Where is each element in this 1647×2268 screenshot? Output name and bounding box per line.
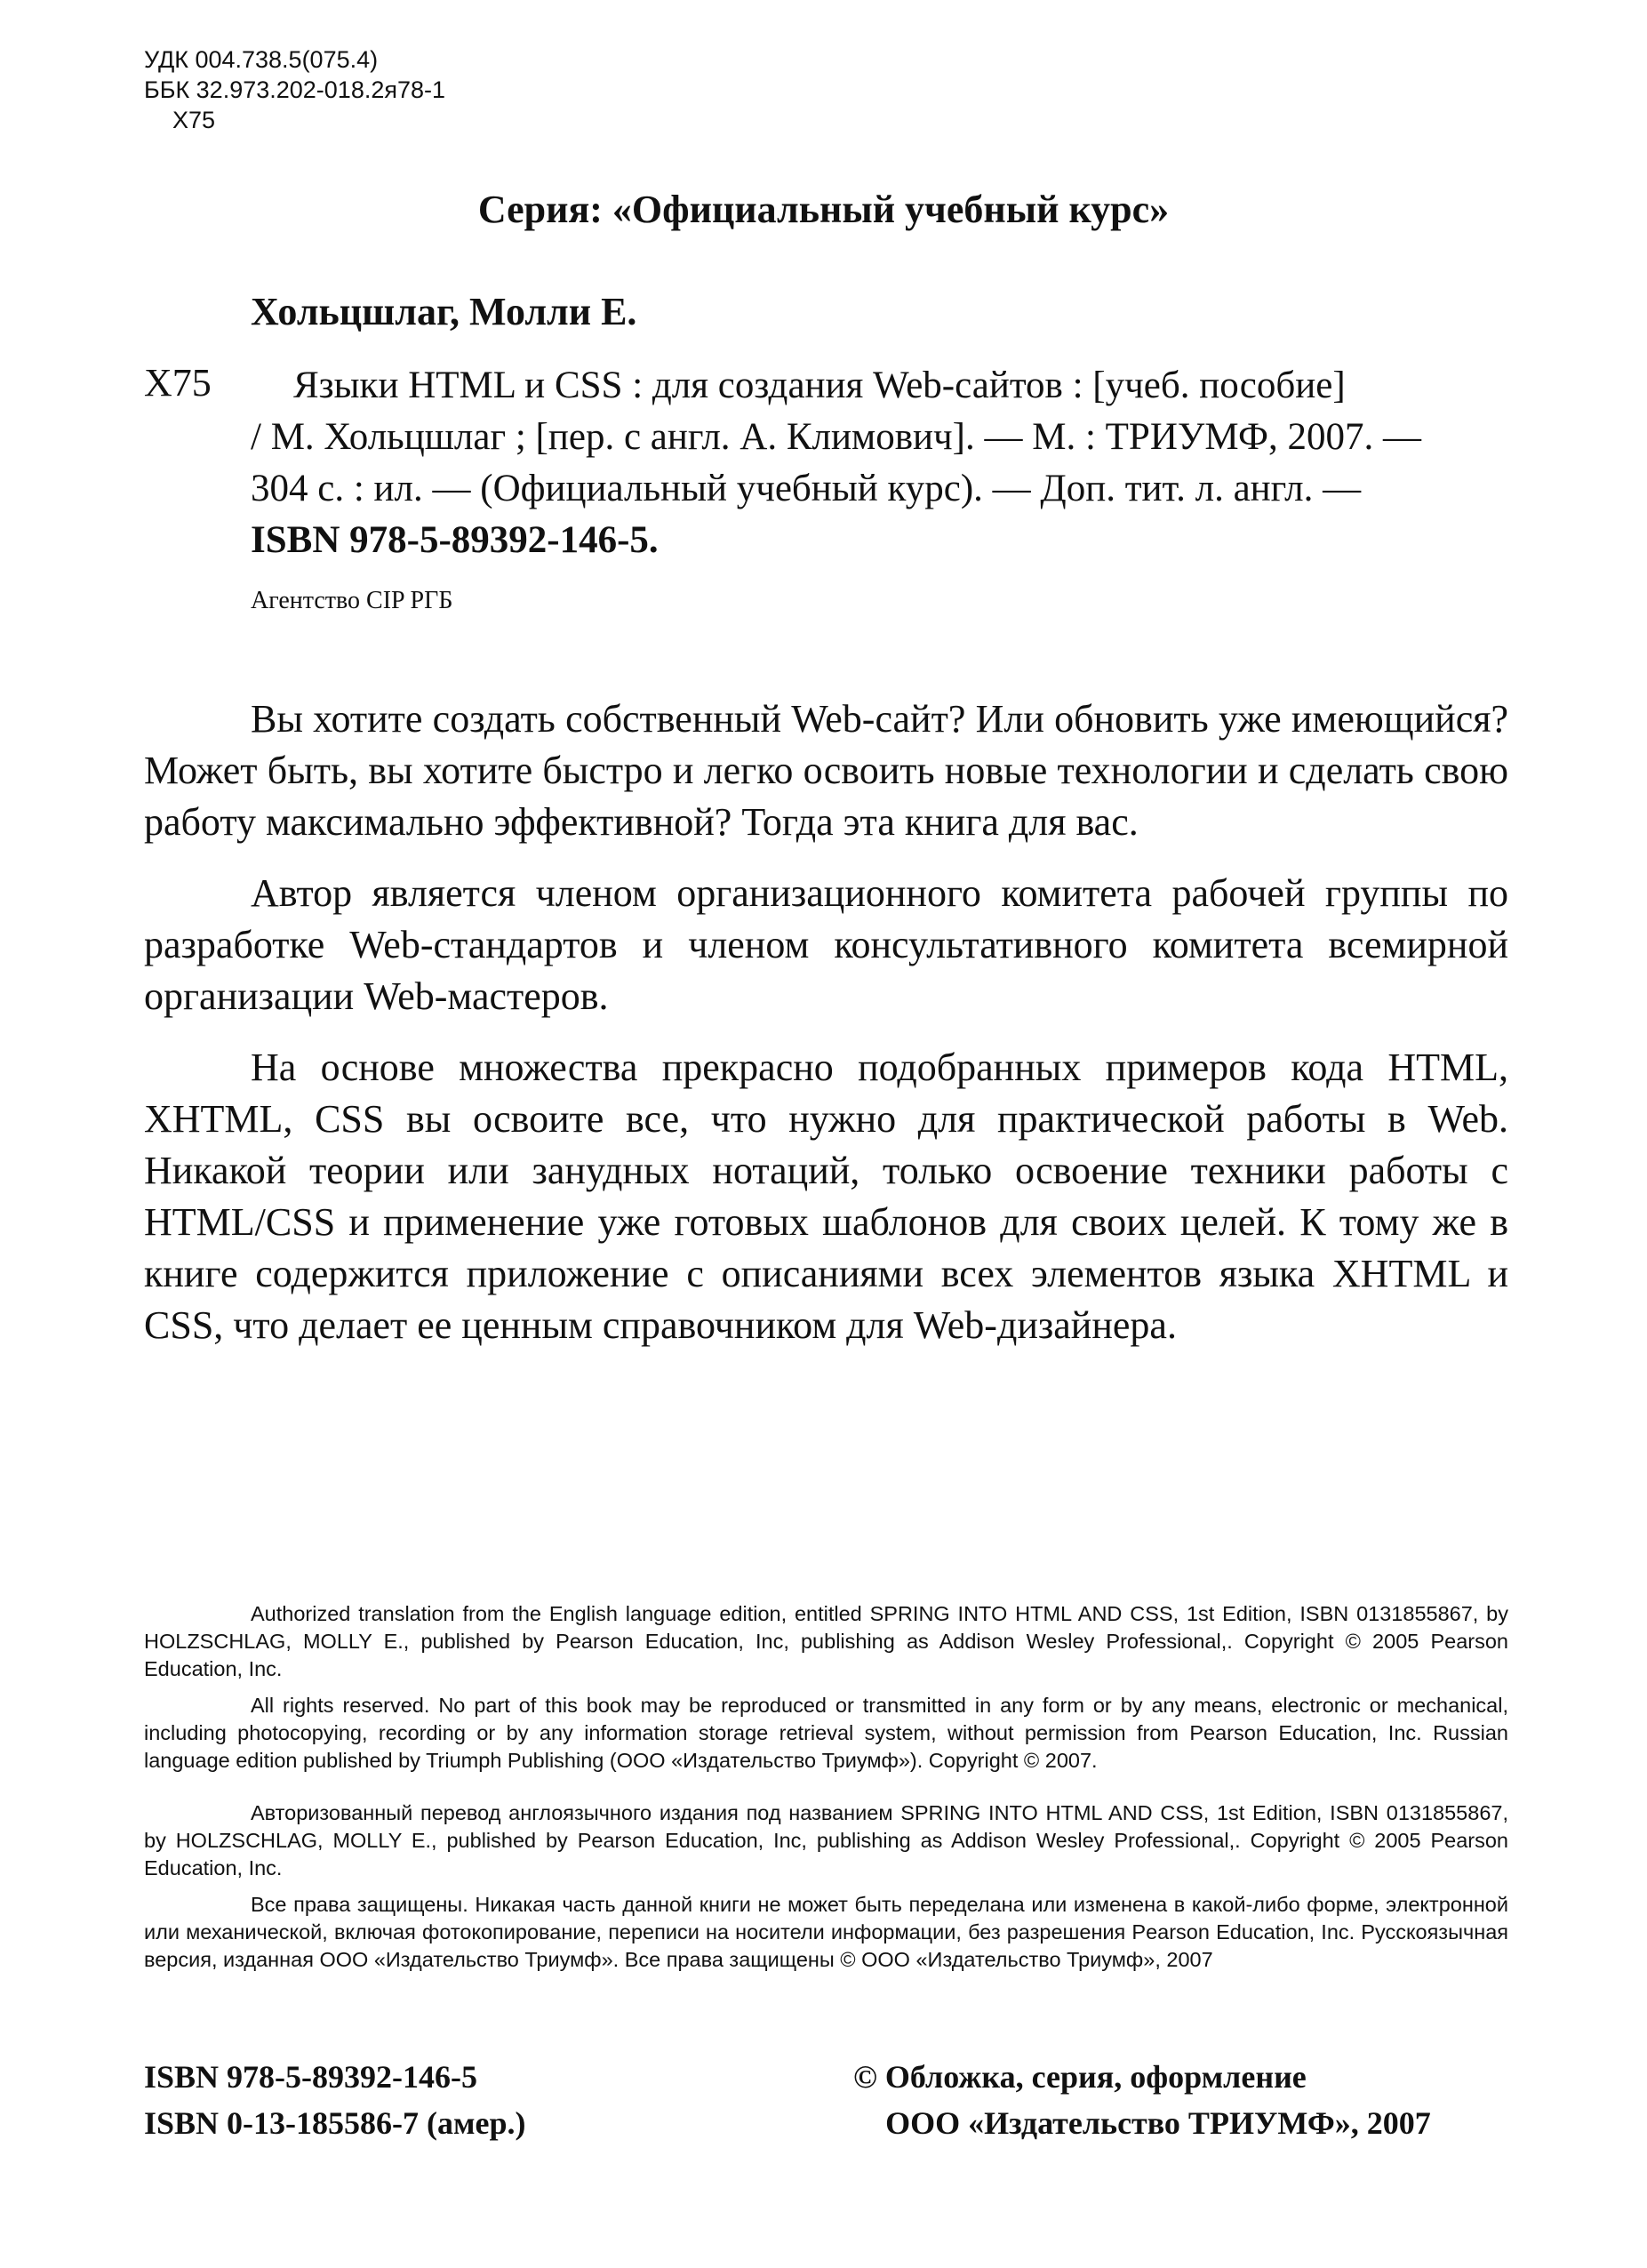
library-codes — [144, 44, 445, 135]
legal-en-translation: Authorized translation from the English language edition, entitled SPRING INTO HTML AND CSS, 1st Edition, ISBN 0131855867, by HOLZSCHLAG, MOLLY E., published by Pearson Education, Inc, publishing as Addison Wesley Professional,. Copyright © 2005 Pearson Education, Inc. — [144, 1602, 1508, 1680]
entry-line-3: 304 с. : ил. — (Официальный учебный курс). — Доп. тит. л. англ. — — [251, 468, 1362, 509]
isbn-block — [144, 2054, 526, 2146]
abstract-paragraph-3: На основе множества прекрасно подобранных примеров кода HTML, XHTML, CSS вы освоите все, что нужно для практической работы в Web. Никакой теории или занудных нотаций, только освоение техники работы с HTML/CSS и применение уже готовых шаблонов для своих целей. К тому же в книге содержится приложение с описаниями всех элементов языка XHTML и CSS, что делает ее ценным справочником для Web-дизайнера. — [144, 1046, 1508, 1347]
author-mark: Х75 — [172, 107, 216, 133]
copyright-line-2: ООО «Издательство ТРИУМФ», 2007 — [885, 2105, 1431, 2141]
entry-isbn: ISBN 978-5-89392-146-5. — [251, 519, 659, 561]
abstract-paragraph-2: Автор является членом организационного комитета рабочей группы по разработке Web-стандартов и членом консультативного комитета всемирной организации Web-мастеров. — [144, 871, 1508, 1018]
isbn-russian: ISBN 978-5-89392-146-5 — [144, 2059, 477, 2095]
author-name: Хольцшлаг, Молли Е. — [251, 290, 637, 333]
abstract — [144, 693, 1508, 1371]
entry-line-1: Языки HTML и CSS : для создания Web-сайтов : [учеб. пособие] — [293, 365, 1346, 406]
bibliographic-entry — [251, 360, 1513, 566]
abstract-paragraph-1: Вы хотите создать собственный Web-сайт? Или обновить уже имеющийся? Может быть, вы хотите быстро и легко освоить новые технологии и сделать свою работу максимально эффективной? Тогда эта книга для вас. — [144, 697, 1508, 844]
legal-ru-rights: Все права защищены. Никакая часть данной книги не может быть переделана или изменена в какой-либо форме, электронной или механической, включая фотокопирование, переписи на носители информации, без разрешения Pearson Education, Inc. Русскоязычная версия, изданная ООО «Издательство Триумф». Все права защищены © ООО «Издательство Триумф», 2007 — [144, 1893, 1508, 1971]
cip-agency: Агентство CIP РГБ — [251, 587, 453, 614]
legal-ru-translation: Авторизованный перевод англоязычного издания под названием SPRING INTO HTML AND CSS, 1st Edition, ISBN 0131855867, by HOLZSCHLAG, MOLLY E., published by Pearson Education, Inc, publishing as Addison Wesley Professional,. Copyright © 2005 Pearson Education, Inc. — [144, 1801, 1508, 1879]
entry-author-mark: Х75 — [144, 361, 212, 405]
bbk-code: ББК 32.973.202-018.2я78-1 — [144, 76, 446, 103]
copyright-line-1: © Обложка, серия, оформление — [853, 2059, 1307, 2095]
entry-line-2: / М. Хольцшлаг ; [пер. с англ. А. Климович]. — М. : ТРИУМФ, 2007. — — [251, 416, 1421, 458]
copyright-block — [853, 2054, 1431, 2146]
legal-notice — [144, 1600, 1508, 1983]
legal-en-rights: All rights reserved. No part of this book may be reproduced or transmitted in any form or by any means, electronic or mechanical, including photocopying, recording or by any information storage retrieval system, without permission from Pearson Education, Inc. Russian language edition published by Triumph Publishing (ООО «Издательство Триумф»). Copyright © 2007. — [144, 1694, 1508, 1772]
udk-code: УДК 004.738.5(075.4) — [144, 46, 379, 73]
isbn-american: ISBN 0-13-185586-7 (амер.) — [144, 2105, 526, 2141]
series-title: Серия: «Официальный учебный курс» — [477, 188, 1170, 231]
